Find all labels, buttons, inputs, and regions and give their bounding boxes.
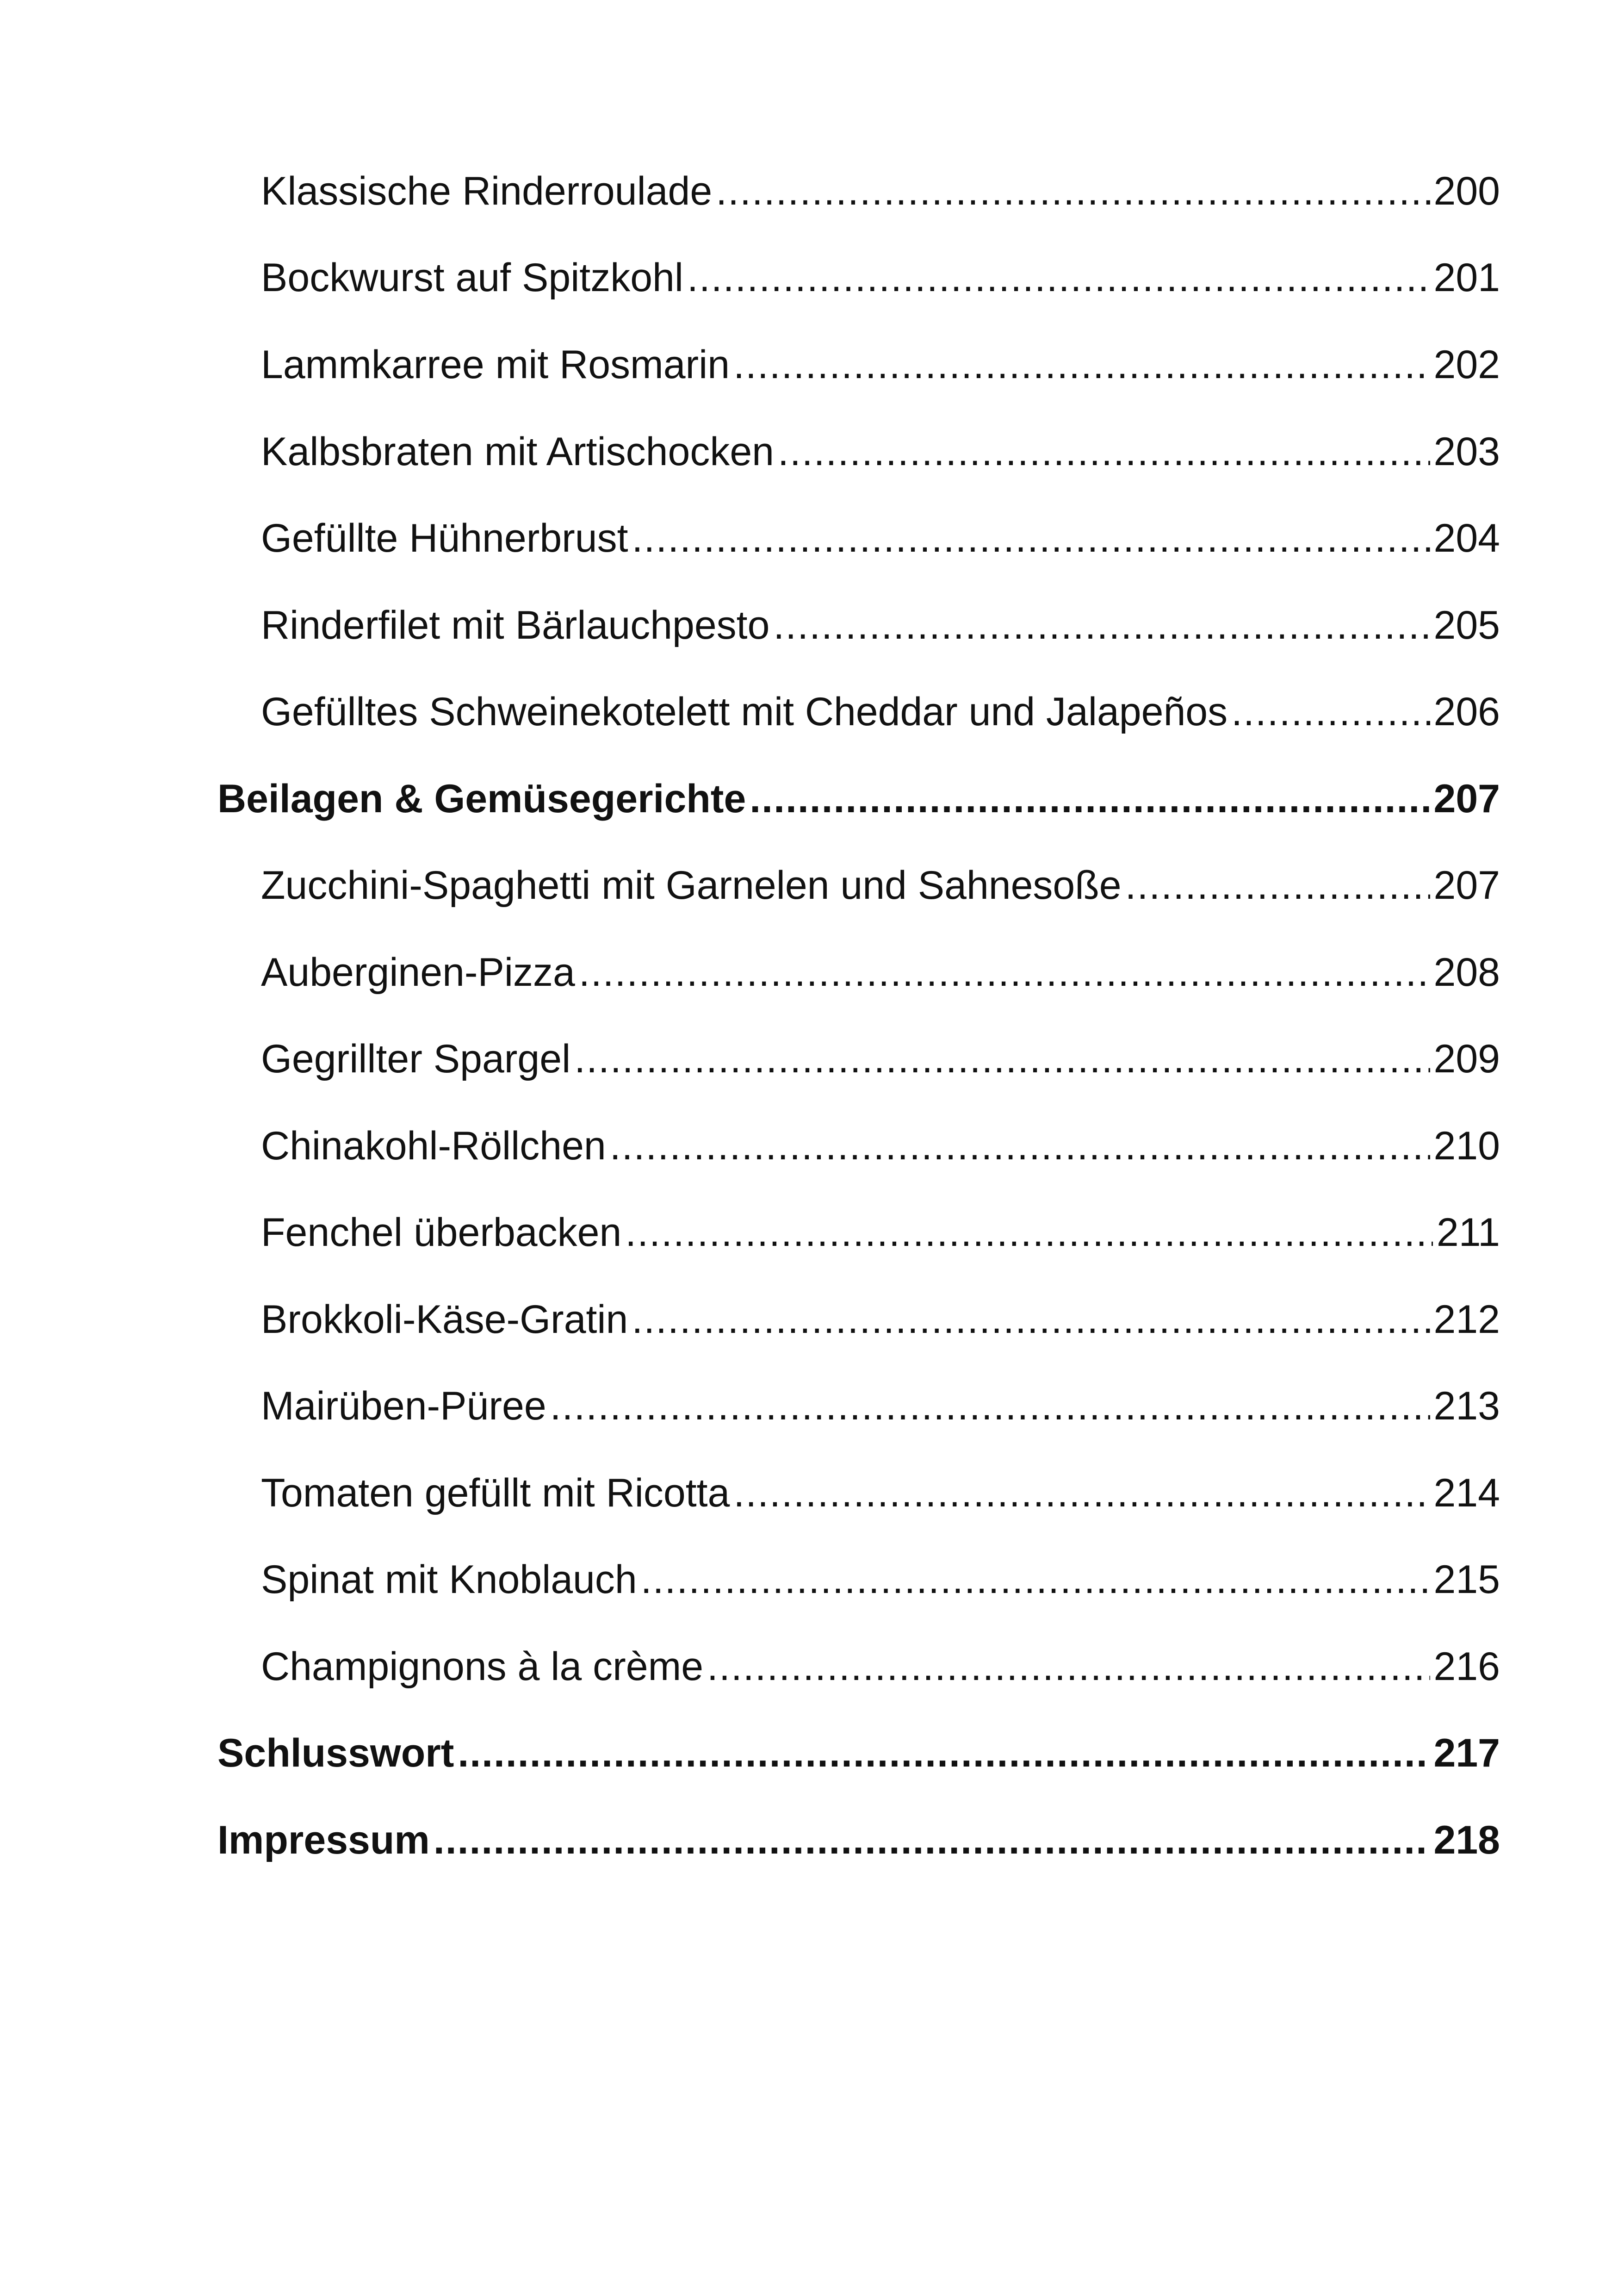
toc-entry-title: Spinat mit Knoblauch xyxy=(261,1557,637,1602)
toc-dot-leader xyxy=(750,771,1430,827)
toc-entry-title: Champignons à la crème xyxy=(261,1644,704,1689)
toc-chapter-title: Schlusswort xyxy=(217,1731,454,1775)
toc-chapter-beilagen-gemuesegerichte[interactable] xyxy=(217,771,1500,827)
toc-entry-title: Gefülltes Schweinekotelett mit Cheddar und Jalapeños xyxy=(261,690,1228,734)
toc-entry-title: Gefüllte Hühnerbrust xyxy=(261,516,628,560)
toc-chapter-title: Impressum xyxy=(217,1818,430,1862)
toc-entry-page: 207 xyxy=(1433,863,1500,908)
toc-dot-leader xyxy=(610,1118,1430,1174)
toc-entry-page: 202 xyxy=(1433,342,1500,387)
toc-entry-title: Rinderfilet mit Bärlauchpesto xyxy=(261,603,770,647)
toc-dot-leader xyxy=(733,337,1430,392)
toc-entry-lammkarree-mit-rosmarin[interactable] xyxy=(217,337,1500,392)
toc-chapter-schlusswort[interactable] xyxy=(217,1725,1500,1781)
toc-entry-brokkoli-kaese-gratin[interactable] xyxy=(217,1292,1500,1347)
toc-entry-zucchini-spaghetti[interactable] xyxy=(217,858,1500,913)
toc-entry-gefuelltes-schweinekotelett[interactable] xyxy=(217,684,1500,740)
toc-entry-gefuellte-huehnerbrust[interactable] xyxy=(217,510,1500,566)
toc-dot-leader xyxy=(458,1725,1430,1781)
toc-dot-leader xyxy=(778,424,1430,479)
toc-chapter-page: 218 xyxy=(1433,1818,1500,1862)
toc-entry-page: 206 xyxy=(1433,690,1500,734)
toc-entry-page: 215 xyxy=(1433,1557,1500,1602)
toc-dot-leader xyxy=(687,250,1430,305)
toc-dot-leader xyxy=(550,1378,1430,1434)
toc-chapter-title: Beilagen & Gemüsegerichte xyxy=(217,777,746,821)
toc-entry-page: 210 xyxy=(1433,1124,1500,1168)
toc-chapter-page: 217 xyxy=(1433,1731,1500,1775)
toc-entry-title: Mairüben-Püree xyxy=(261,1384,546,1428)
toc-entry-page: 200 xyxy=(1433,169,1500,213)
toc-entry-title: Lammkarree mit Rosmarin xyxy=(261,342,730,387)
toc-dot-leader xyxy=(716,163,1430,219)
toc-entry-page: 213 xyxy=(1433,1384,1500,1428)
toc-entry-klassische-rinderroulade[interactable] xyxy=(217,163,1500,219)
toc-entry-champignons-a-la-creme[interactable] xyxy=(217,1639,1500,1694)
toc-chapter-impressum[interactable] xyxy=(217,1812,1500,1868)
toc-entry-spinat-mit-knoblauch[interactable] xyxy=(217,1552,1500,1607)
toc-entry-mairueben-pueree[interactable] xyxy=(217,1378,1500,1434)
toc-entry-page: 203 xyxy=(1433,429,1500,474)
toc-entry-page: 214 xyxy=(1433,1471,1500,1515)
toc-dot-leader xyxy=(733,1465,1430,1521)
toc-entry-kalbsbraten-mit-artischocken[interactable] xyxy=(217,424,1500,479)
toc-entry-chinakohl-roellchen[interactable] xyxy=(217,1118,1500,1174)
toc-dot-leader xyxy=(579,945,1430,1000)
toc-entry-title: Gegrillter Spargel xyxy=(261,1037,571,1081)
toc-chapter-page: 207 xyxy=(1433,777,1500,821)
toc-dot-leader xyxy=(1231,684,1430,740)
toc-dot-leader xyxy=(625,1205,1433,1260)
toc-entry-title: Auberginen-Pizza xyxy=(261,950,575,995)
toc-entry-title: Zucchini-Spaghetti mit Garnelen und Sahnesoße xyxy=(261,863,1122,908)
toc-entry-gegrillter-spargel[interactable] xyxy=(217,1031,1500,1087)
toc-entry-title: Fenchel überbacken xyxy=(261,1210,622,1255)
toc-entry-page: 216 xyxy=(1433,1644,1500,1689)
toc-dot-leader xyxy=(434,1812,1430,1868)
toc-dot-leader xyxy=(632,1292,1430,1347)
toc-entry-page: 208 xyxy=(1433,950,1500,995)
toc-entry-title: Brokkoli-Käse-Gratin xyxy=(261,1297,628,1342)
toc-entry-title: Klassische Rinderroulade xyxy=(261,169,713,213)
toc-entry-page: 212 xyxy=(1433,1297,1500,1342)
toc-entry-rinderfilet-mit-baerlauchpesto[interactable] xyxy=(217,597,1500,653)
toc-entry-fenchel-ueberbacken[interactable] xyxy=(217,1205,1500,1260)
toc-entry-title: Chinakohl-Röllchen xyxy=(261,1124,606,1168)
toc-entry-tomaten-gefuellt-mit-ricotta[interactable] xyxy=(217,1465,1500,1521)
toc-entry-title: Tomaten gefüllt mit Ricotta xyxy=(261,1471,730,1515)
toc-entry-bockwurst-auf-spitzkohl[interactable] xyxy=(217,250,1500,305)
toc-dot-leader xyxy=(641,1552,1430,1607)
toc-dot-leader xyxy=(574,1031,1430,1087)
toc-dot-leader xyxy=(773,597,1430,653)
toc-entry-page: 211 xyxy=(1436,1210,1500,1255)
toc-entry-title: Bockwurst auf Spitzkohl xyxy=(261,255,683,300)
toc-dot-leader xyxy=(707,1639,1430,1694)
toc-entry-page: 205 xyxy=(1433,603,1500,647)
toc-entry-title: Kalbsbraten mit Artischocken xyxy=(261,429,774,474)
toc-entry-page: 201 xyxy=(1433,255,1500,300)
toc-dot-leader xyxy=(632,510,1430,566)
toc-entry-auberginen-pizza[interactable] xyxy=(217,945,1500,1000)
toc-entry-page: 204 xyxy=(1433,516,1500,560)
toc-entry-page: 209 xyxy=(1433,1037,1500,1081)
toc-dot-leader xyxy=(1125,858,1430,913)
